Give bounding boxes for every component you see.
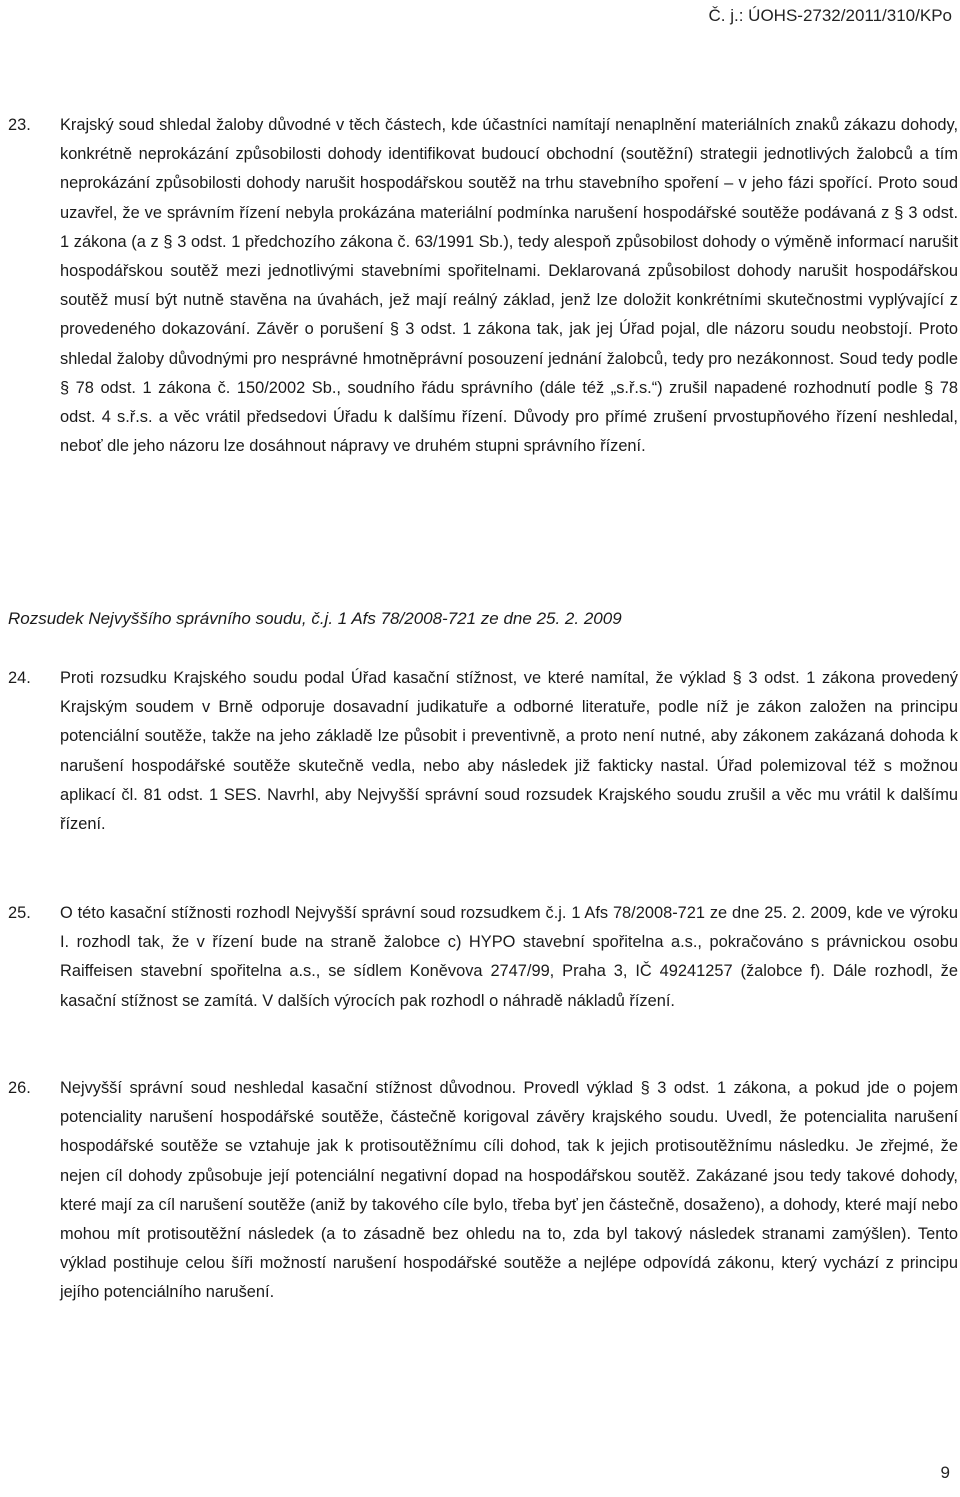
page-number: 9 bbox=[940, 1463, 950, 1482]
paragraph-25 bbox=[8, 899, 958, 1016]
paragraph-number: 23. bbox=[8, 116, 31, 134]
paragraph-text: Proti rozsudku Krajského soudu podal Úřad kasační stížnost, ve které namítal, že výklad § 3 odst. 1 zákona provedený Krajským soudem v Brně odporuje dosavadní judikatuře a odborné literatuře, podle níž je zákon založen na principu potenciální soutěže, takže na jeho základě lze působit i preventivně, a proto není nutné, aby zákonem zakázaná dohoda k narušení hospodářské soutěže skutečně vedla, nebo aby následek již fakticky nastal. Úřad polemizoval též s možnou aplikací čl. 81 odst. 1 SES. Navrhl, aby Nejvyšší správní soud rozsudek Krajského soudu zrušil a věc mu vrátil k dalšímu řízení. bbox=[60, 669, 958, 834]
paragraph-number: 26. bbox=[8, 1079, 31, 1097]
paragraph-23 bbox=[8, 111, 958, 461]
paragraph-number: 25. bbox=[8, 904, 31, 922]
paragraph-26 bbox=[8, 1074, 958, 1308]
paragraph-number: 24. bbox=[8, 669, 31, 687]
paragraph-text: Krajský soud shledal žaloby důvodné v těch částech, kde účastníci namítají nenaplnění materiálních znaků zákazu dohody, konkrétně neprokázání způsobilosti dohody identifikovat budoucí obchodní (soutěžní) strategii jednotlivých žalobců a tím neprokázání způsobilosti dohody narušit hospodářskou soutěž na trhu stavebního spoření – v jeho fázi spořící. Proto soud uzavřel, že ve správním řízení nebyla prokázána materiální podmínka narušení hospodářské soutěže podávaná z § 3 odst. 1 zákona (a z § 3 odst. 1 předchozího zákona č. 63/1991 Sb.), tedy alespoň způsobilost dohody o výměně informací narušit hospodářskou soutěž mezi jednotlivými stavebními spořitelnami. Deklarovaná způsobilost dohody narušit hospodářskou soutěž musí být nutně stavěna na úvahách, jež mají reálný základ, jenž lze doložit konkrétními skutečnostmi vyplývající z provedeného dokazování. Závěr o porušení § 3 odst. 1 zákona tak, jak jej Úřad pojal, dle názoru soudu neobstojí. Proto shledal žaloby důvodnými pro nesprávné hmotněprávní posouzení jednání žalobců, tedy pro nezákonnost. Soud tedy podle § 78 odst. 1 zákona č. 150/2002 Sb., soudního řádu správního (dále též „s.ř.s.“) zrušil napadené rozhodnutí podle § 78 odst. 4 s.ř.s. a věc vrátil předsedovi Úřadu k dalšímu řízení. Důvody pro přímé zrušení prvostupňového řízení neshledal, neboť dle jeho názoru lze dosáhnout nápravy ve druhém stupni správního řízení. bbox=[60, 116, 958, 456]
paragraph-text: O této kasační stížnosti rozhodl Nejvyšší správní soud rozsudkem č.j. 1 Afs 78/2008-721 ze dne 25. 2. 2009, kde ve výroku I. rozhodl tak, že v řízení bude na straně žalobce c) HYPO stavební spořitelna a.s., pokračováno s právnickou osobu Raiffeisen stavební spořitelna a.s., se sídlem Koněvova 2747/99, Praha 3, IČ 49241257 (žalobce f). Dále rozhodl, že kasační stížnost se zamítá. V dalších výrocích pak rozhodl o náhradě nákladů řízení. bbox=[60, 904, 958, 1010]
section-heading: Rozsudek Nejvyššího správního soudu, č.j. 1 Afs 78/2008-721 ze dne 25. 2. 2009 bbox=[8, 609, 622, 628]
paragraph-text: Nejvyšší správní soud neshledal kasační stížnost důvodnou. Provedl výklad § 3 odst. 1 zákona, a pokud jde o pojem potenciality narušení hospodářské soutěže, částečně korigoval závěry krajského soudu. Uvedl, že potencialita narušení hospodářské soutěže se vztahuje jak k protisoutěžnímu cíli dohod, tak k jejich protisoutěžnímu následku. Je zřejmé, že nejen cíl dohody způsobuje její potenciální negativní dopad na hospodářskou soutěž. Zakázané jsou tedy takové dohody, které mají za cíl narušení soutěže (aniž by takového cíle bylo, třeba byť jen částečně, dosaženo), a dohody, které mají nebo mohou mít protisoutěžní následek (a to zásadně bez ohledu na to, zda byl takový následek stranami zamýšlen). Tento výklad postihuje celou šíři možností narušení hospodářské soutěže a nejlépe odpovídá zákonu, který vychází z principu jejího potenciálního narušení. bbox=[60, 1079, 958, 1302]
paragraph-24 bbox=[8, 664, 958, 839]
document-reference: Č. j.: ÚOHS-2732/2011/310/KPo bbox=[708, 6, 952, 25]
